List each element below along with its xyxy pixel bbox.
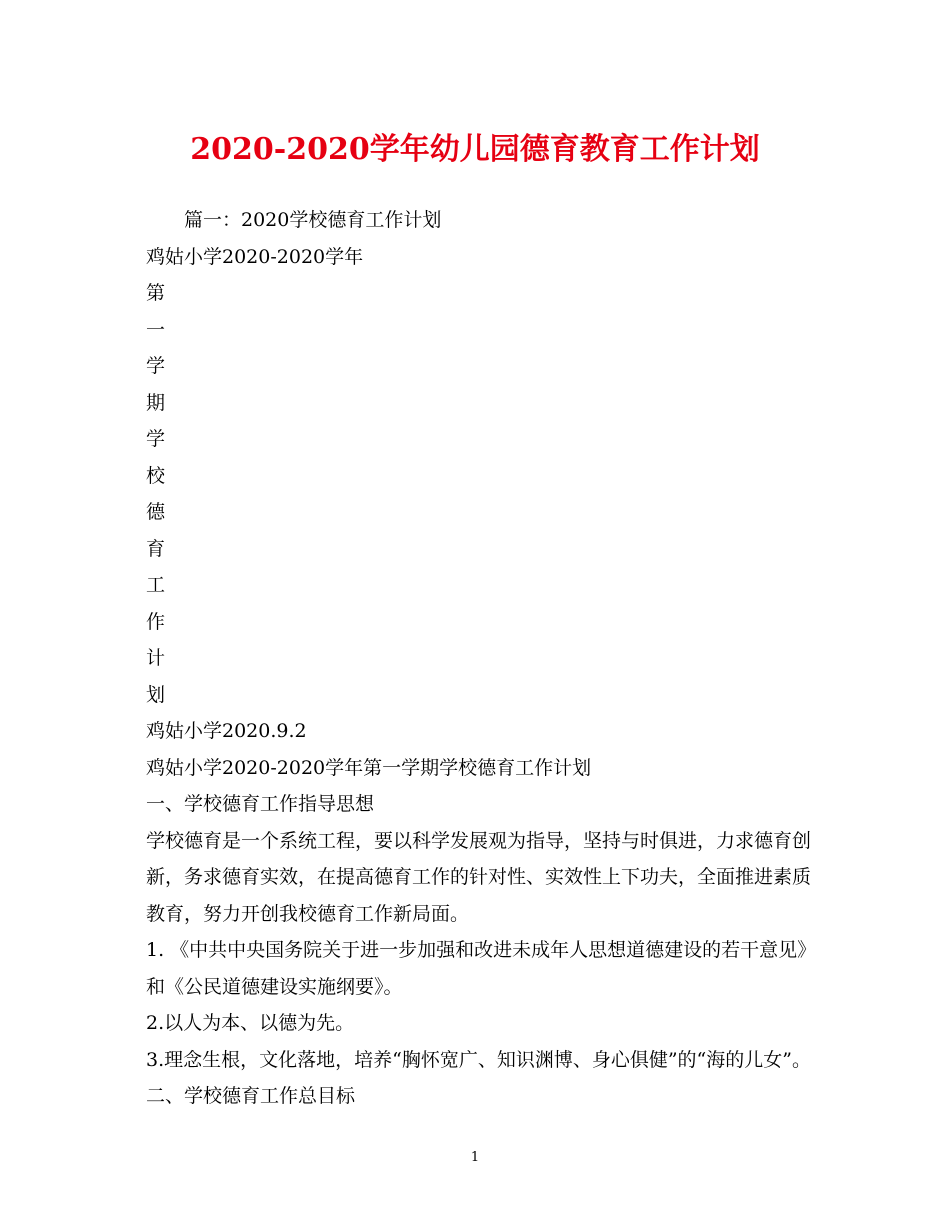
date-line: 鸡姑小学2020.9.2 [146, 720, 307, 742]
vertical-char: 工 [146, 574, 166, 596]
list-item-3: 3.理念生根，文化落地，培养“胸怀宽广、知识渊博、身心俱健”的“海的儿女”。 [146, 1048, 811, 1071]
list-item-1-line-1: 1. 《中共中央国务院关于进一步加强和改进未成年人思想道德建设的若干意见》 [146, 939, 817, 961]
vertical-char: 育 [146, 537, 166, 560]
heading-guiding-ideology: 一、学校德育工作指导思想 [146, 793, 375, 815]
vertical-char: 第 [146, 282, 166, 304]
vertical-char: 作 [146, 610, 166, 633]
vertical-char: 期 [146, 391, 166, 414]
vertical-char: 计 [146, 647, 166, 669]
vertical-char: 一 [146, 318, 166, 341]
list-item-2: 2.以人为本、以德为先。 [146, 1012, 355, 1034]
page-number: 1 [470, 1150, 480, 1165]
vertical-char: 校 [146, 464, 166, 487]
vertical-char: 学 [146, 355, 166, 377]
paragraph-guiding-ideology: 学校德育是一个系统工程，要以科学发展观为指导，坚持与时俱进，力求德育创新，务求德育实效，在提高德育工作的针对性、实效性上下功夫，全面推进素质教育，努力开创我校德育工作新局面。 [146, 829, 812, 925]
plan-title-line: 鸡姑小学2020-2020学年第一学期学校德育工作计划 [146, 756, 592, 779]
vertical-char: 德 [146, 501, 166, 523]
vertical-char: 划 [146, 683, 166, 706]
document-body [146, 202, 817, 1115]
document-title: 2020-2020学年幼儿园德育教育工作计划 [190, 132, 760, 167]
vertical-char: 学 [146, 428, 166, 450]
section-heading: 篇一：2020学校德育工作计划 [184, 209, 442, 231]
list-item-1-line-2: 和《公民道德建设实施纲要》。 [146, 975, 403, 998]
heading-overall-goal: 二、学校德育工作总目标 [146, 1085, 356, 1107]
school-line: 鸡姑小学2020-2020学年 [146, 245, 364, 268]
